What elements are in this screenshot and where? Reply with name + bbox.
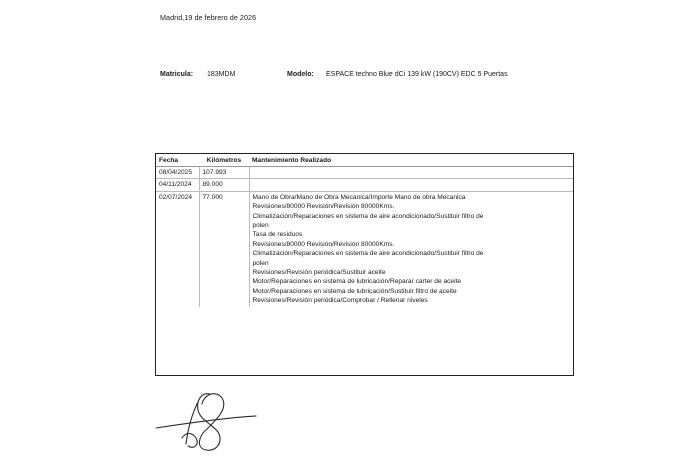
row-km: 89.000 xyxy=(199,179,249,191)
document-date-line xyxy=(160,13,256,22)
plate-label: Matricula: xyxy=(160,71,194,78)
maintenance-line: Revisiones/Revisión periódica/Sustituir aceite xyxy=(252,269,386,277)
header-date: Fecha xyxy=(156,154,199,167)
row-maintenance xyxy=(249,167,573,179)
document-date: 19 de febrero de 2026 xyxy=(184,13,257,22)
row-date: 04/11/2024 xyxy=(156,179,199,191)
maintenance-line: Climatización/Reparaciones en sistema de aire acondicionado/Sustituir filtro de xyxy=(252,212,484,220)
maintenance-line: Mano de Obra/Mano de Obra Mecanica/Importe Mano de obra Mecanica xyxy=(252,193,466,201)
row-date: 02/07/2024 xyxy=(156,191,199,306)
table-header-row xyxy=(156,154,573,167)
maintenance-table xyxy=(155,153,574,376)
signature-image xyxy=(152,388,260,456)
maintenance-line: Revisiones/Revisión periódica/Comprobar / Rellenar niveles xyxy=(252,297,428,305)
row-km: 77.000 xyxy=(199,191,249,306)
maintenance-line: Tasa de residuos xyxy=(252,231,303,239)
table-row xyxy=(156,179,573,191)
maintenance-line: Motor/Reparaciones en sistema de lubricación/Sustituir filtro de aceite xyxy=(252,287,457,295)
row-date: 08/04/2025 xyxy=(156,167,199,179)
maintenance-line: Revisiones/80000 Revisión/Revisión 80000Kms. xyxy=(252,240,395,248)
header-maintenance: Mantenimiento Realizado xyxy=(249,154,573,167)
row-maintenance xyxy=(249,191,573,306)
maintenance-line: Climatización/Reparaciones en sistema de aire acondicionado/Sustituir filtro de xyxy=(252,250,484,258)
model-label: Modelo: xyxy=(287,71,314,78)
model-value: ESPACE techno Blue dCi 139 kW (190CV) EDC 5 Puertas xyxy=(326,71,508,78)
table-row xyxy=(156,191,573,306)
plate-value: 183MDM xyxy=(207,71,236,78)
row-maintenance xyxy=(249,179,573,191)
maintenance-line: Motor/Reparaciones en sistema de lubricación/Reparar carter de aceite xyxy=(252,278,462,286)
vehicle-info xyxy=(0,71,690,83)
maintenance-line: polen xyxy=(252,259,269,267)
table-row xyxy=(156,167,573,179)
document-place: Madrid, xyxy=(160,13,185,22)
maintenance-line: Revisiones/80000 Revisión/Revisión 80000Kms. xyxy=(252,203,395,211)
header-km: Kilómetros xyxy=(199,154,249,167)
row-km: 107.993 xyxy=(199,167,249,179)
maintenance-line: polen xyxy=(252,222,269,230)
